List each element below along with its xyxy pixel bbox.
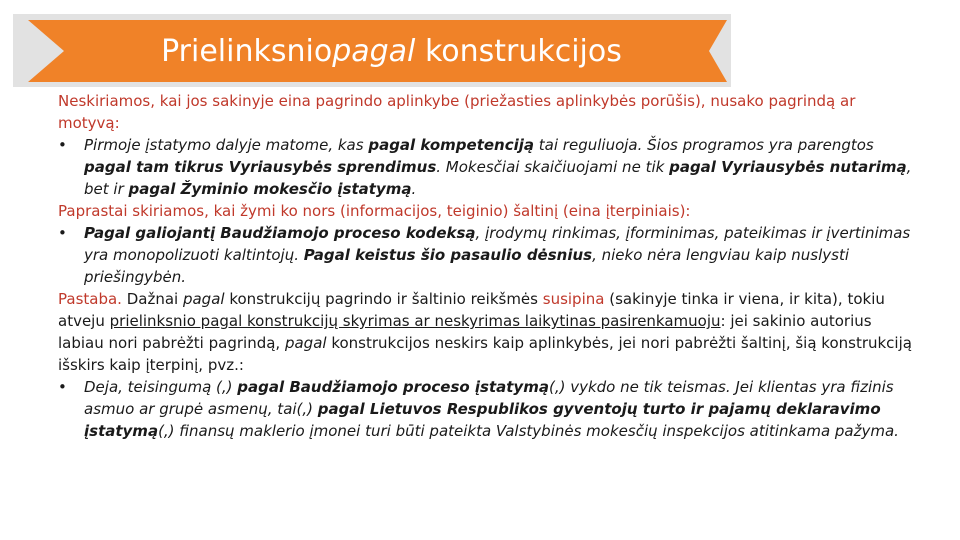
- page-title: [28, 20, 727, 82]
- example-text: . Mokesčiai skaičiuojami ne tik: [436, 158, 670, 176]
- section-heading-nonseparated: Neskiriamos, kai jos sakinyje eina pagrindo aplinkybe (priežasties aplinkybės porūšis), nusako pagrindą ar motyvą:: [58, 92, 856, 132]
- note-underline: prielinksnio pagal konstrukcijų skyrimas ar neskyrimas laikytinas pasirenkamuoju: [109, 312, 721, 330]
- example-text: , įrodymų rinkimas, įforminimas, pateikimas ir įvertinimas yra monopolizuoti kaltintojų.: [84, 224, 911, 264]
- example-bold: pagal Baudžiamojo proceso įstatymą: [237, 378, 549, 396]
- title-italic: pagal: [332, 33, 416, 69]
- note-paragraph: [58, 288, 918, 376]
- bullet-example-1: [58, 134, 918, 200]
- note-italic: pagal: [182, 290, 225, 308]
- note-text: (sakinyje tinka ir viena, ir kita), tokiu atveju: [58, 290, 885, 330]
- note-text: Dažnai: [121, 290, 183, 308]
- example-bold: pagal tam tikrus Vyriausybės sprendimus: [84, 158, 437, 176]
- example-text: (,) finansų maklerio įmonei turi būti pateikta Valstybinės mokesčių inspekcijos atitinkama pažyma.: [158, 422, 899, 440]
- example-text: tai reguliuoja. Šios programos yra parengtos: [534, 136, 874, 154]
- title-prefix: Prielinksnio: [161, 33, 333, 69]
- bullet-example-3: [58, 376, 918, 442]
- bullet-glyph: •: [58, 136, 67, 154]
- example-bold: pagal Vyriausybės nutarimą: [669, 158, 907, 176]
- note-accent: susipina: [542, 290, 605, 308]
- example-text: .: [411, 180, 417, 198]
- example-text: , nieko nėra lengviau kaip nuslysti priešingybėn.: [84, 246, 850, 286]
- example-text: , bet ir: [84, 158, 912, 198]
- note-text: konstrukcijos neskirs kaip aplinkybės, jei nori pabrėžti šaltinį, šią konstrukciją išskirs kaip įterpinį, pvz.:: [58, 334, 912, 374]
- example-text: Deja, teisingumą (,): [84, 378, 238, 396]
- bullet-glyph: •: [58, 378, 67, 396]
- example-text: Pirmoje įstatymo dalyje matome, kas: [84, 136, 369, 154]
- bullet-glyph: •: [58, 224, 67, 242]
- note-text: konstrukcijų pagrindo ir šaltinio reikšmės: [224, 290, 543, 308]
- title-banner: [28, 20, 727, 82]
- section-heading-separated: Paprastai skiriamos, kai žymi ko nors (informacijos, teiginio) šaltinį (eina įterpiniais):: [58, 202, 691, 220]
- example-bold: pagal Lietuvos Respublikos gyventojų turto ir pajamų deklaravimo įstatymą: [84, 400, 881, 440]
- example-text: (,) vykdo ne tik teismas. Jei klientas yra fizinis asmuo ar grupė asmenų, tai(,): [84, 378, 894, 418]
- note-italic: pagal: [284, 334, 327, 352]
- example-bold: pagal Žyminio mokesčio įstatymą: [128, 180, 412, 198]
- content-body: [58, 90, 918, 442]
- note-label: Pastaba.: [58, 290, 122, 308]
- example-bold: Pagal keistus šio pasaulio dėsnius: [303, 246, 593, 264]
- bullet-example-2: [58, 222, 918, 288]
- example-bold: Pagal galiojantį Baudžiamojo proceso kodeksą: [84, 224, 476, 242]
- title-suffix: konstrukcijos: [415, 33, 622, 69]
- example-bold: pagal kompetenciją: [368, 136, 535, 154]
- note-text: : jei sakinio autorius labiau nori pabrėžti pagrindą,: [58, 312, 872, 352]
